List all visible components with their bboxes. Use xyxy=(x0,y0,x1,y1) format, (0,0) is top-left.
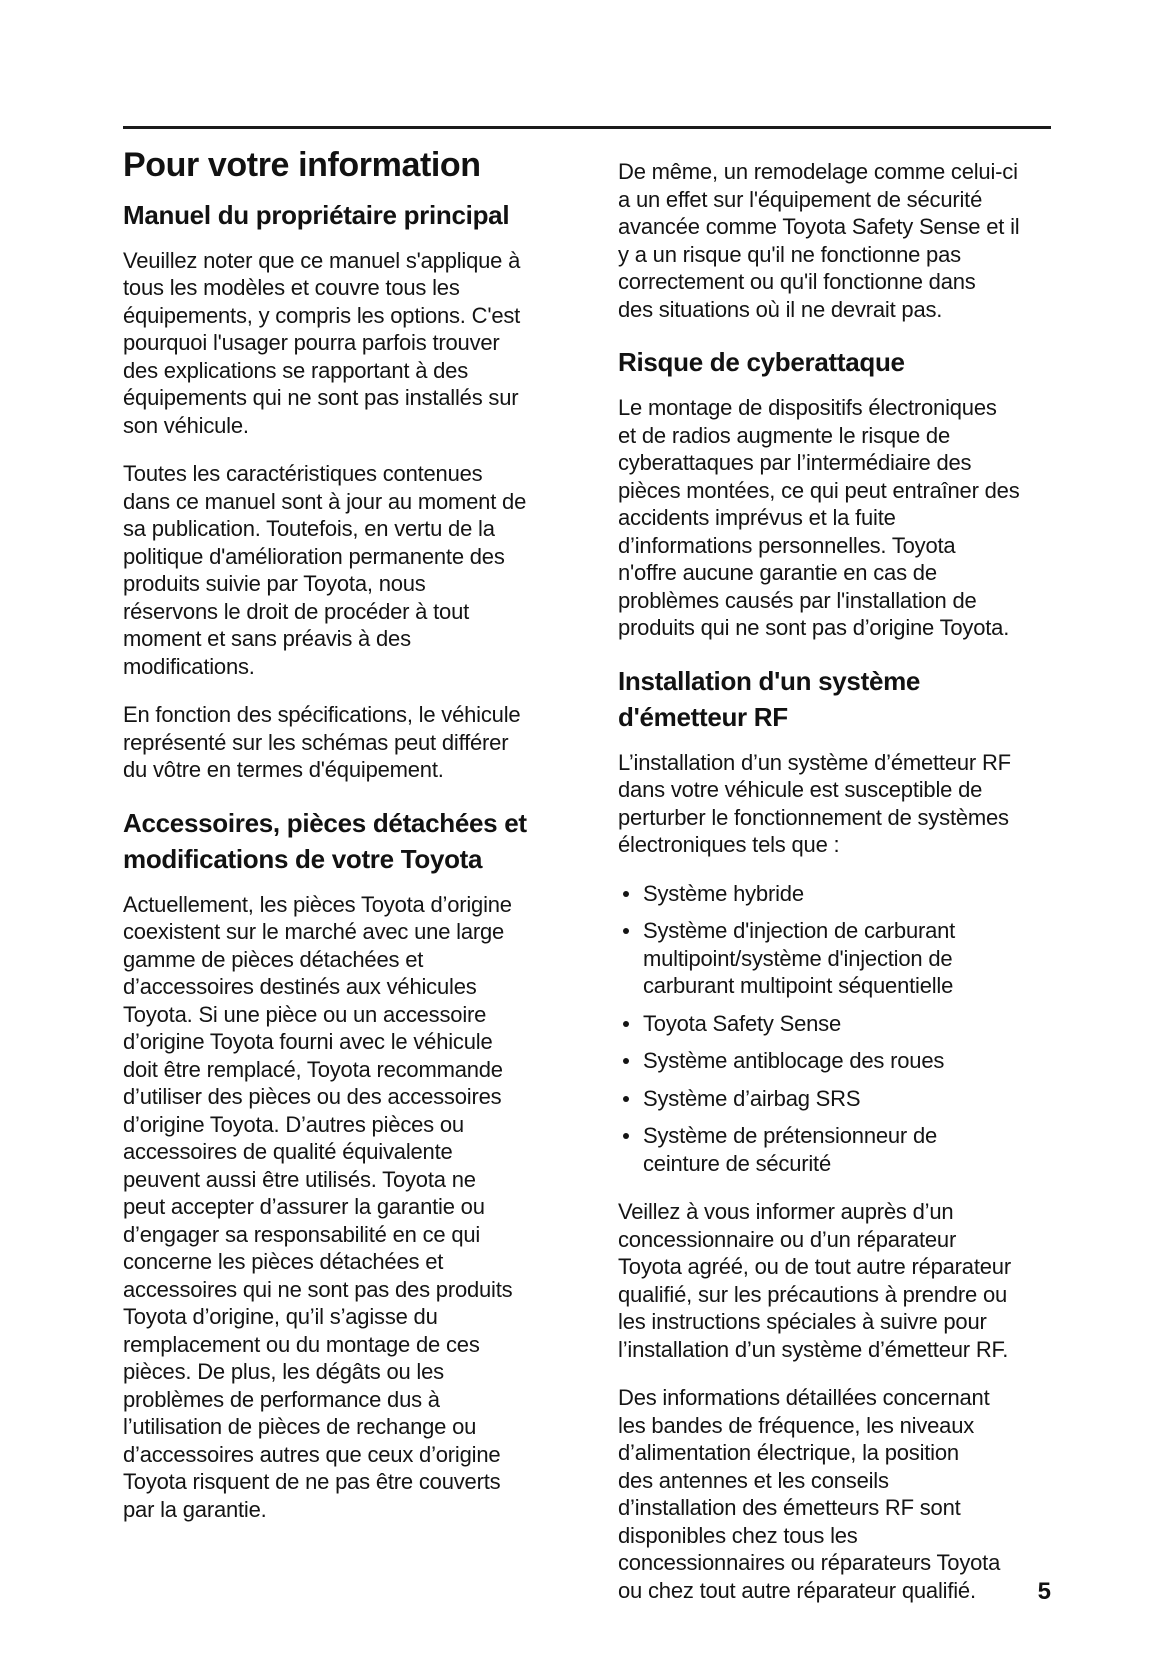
column-right xyxy=(618,140,1051,1625)
two-column-layout xyxy=(123,140,1051,1625)
bullet-dot-icon xyxy=(623,928,629,934)
text-line: pièces montées, ce qui peut entraîner des xyxy=(618,477,1020,503)
text-line: qualifié, sur les précautions à prendre ou xyxy=(618,1281,1008,1307)
text-line: cyberattaques par l’intermédiaire des xyxy=(618,450,972,475)
text-line: Toyota Safety Sense xyxy=(643,1010,841,1036)
text-line: Manuel du propriétaire principal xyxy=(123,199,510,230)
bullet-text xyxy=(643,1010,841,1038)
paragraph xyxy=(618,158,1051,323)
text-line: d’informations personnelles. Toyota xyxy=(618,532,956,558)
text-line: ou chez tout autre réparateur qualifié. xyxy=(618,1577,976,1603)
text-line: accidents imprévus et la fuite xyxy=(618,505,896,530)
text-line: problèmes causés par l'installation de xyxy=(618,587,977,613)
text-line: d’installation des émetteurs RF sont xyxy=(618,1495,961,1520)
text-line: Système d’airbag SRS xyxy=(643,1085,861,1111)
text-line: Veillez à vous informer auprès d’un xyxy=(618,1199,954,1224)
text-line: tous les modèles et couvre tous les xyxy=(123,275,460,300)
text-line: modifications. xyxy=(123,653,255,679)
text-line: des antennes et les conseils xyxy=(618,1467,889,1493)
text-line: modifications de votre Toyota xyxy=(123,843,483,874)
bullet-dot-icon xyxy=(623,1096,629,1102)
text-line: n'offre aucune garantie en cas de xyxy=(618,560,937,585)
text-line: Toutes les caractéristiques contenues xyxy=(123,461,483,486)
text-line: l’installation d’un système d’émetteur RF. xyxy=(618,1336,1009,1362)
text-line: avancée comme Toyota Safety Sense et il xyxy=(618,214,1020,239)
text-line: concerne les pièces détachées et xyxy=(123,1249,444,1274)
paragraph xyxy=(618,394,1051,642)
text-line: les bandes de fréquence, les niveaux xyxy=(618,1412,975,1438)
text-line: gamme de pièces détachées et xyxy=(123,946,424,972)
text-line: l’utilisation de pièces de rechange ou xyxy=(123,1414,477,1439)
bullet-text xyxy=(643,1122,937,1177)
text-line: pourquoi l'usager pourra parfois trouver xyxy=(123,330,500,355)
bullet-text xyxy=(643,1085,860,1113)
text-line: dans votre véhicule est susceptible de xyxy=(618,777,983,802)
text-line: et de radios augmente le risque de xyxy=(618,422,950,448)
text-line: y a un risque qu'il ne fonctionne pas xyxy=(618,241,961,267)
text-line: Toyota risquent de ne pas être couverts xyxy=(123,1469,501,1494)
text-line: Toyota. Si une pièce ou un accessoire xyxy=(123,1001,487,1027)
text-line: accessoires de qualité équivalente xyxy=(123,1139,453,1164)
text-line: son véhicule. xyxy=(123,412,249,438)
bullet-dot-icon xyxy=(623,1133,629,1139)
text-line: En fonction des spécifications, le véhicule xyxy=(123,702,521,727)
text-line: Système hybride xyxy=(643,880,804,906)
bullet-item xyxy=(618,1047,1051,1075)
text-line: Système d'injection de carburant xyxy=(643,918,956,943)
bullet-dot-icon xyxy=(623,1058,629,1064)
text-line: a un effet sur l'équipement de sécurité xyxy=(618,186,983,212)
bullet-text xyxy=(643,880,804,908)
column-left xyxy=(123,140,563,1625)
bullet-item xyxy=(618,917,1051,1000)
text-line: ceinture de sécurité xyxy=(643,1150,831,1176)
text-line: L’installation d’un système d’émetteur RF xyxy=(618,749,1011,775)
page-number: 5 xyxy=(1037,1578,1051,1605)
text-line: d’engager sa responsabilité en ce qui xyxy=(123,1221,481,1247)
text-line: Le montage de dispositifs électroniques xyxy=(618,395,997,420)
text-line: dans ce manuel sont à jour au moment de xyxy=(123,488,527,514)
text-line: accessoires qui ne sont pas des produits xyxy=(123,1276,513,1302)
text-line: d'émetteur RF xyxy=(618,701,788,732)
section-heading xyxy=(123,805,563,877)
text-line: produits suivie par Toyota, nous xyxy=(123,571,426,596)
paragraph xyxy=(618,1384,1051,1604)
text-line: équipements, y compris les options. C'est xyxy=(123,302,521,328)
text-line: disponibles chez tous les xyxy=(618,1522,858,1548)
text-line: peuvent aussi être utilisés. Toyota ne xyxy=(123,1166,476,1192)
text-line: Veuillez noter que ce manuel s'applique à xyxy=(123,247,521,273)
bullet-item xyxy=(618,1010,1051,1038)
text-line: coexistent sur le marché avec une large xyxy=(123,919,505,944)
text-line: d’utiliser des pièces ou des accessoires xyxy=(123,1084,502,1109)
text-line: Système antiblocage des roues xyxy=(643,1048,945,1073)
text-line: remplacement ou du montage de ces xyxy=(123,1331,480,1357)
text-line: Risque de cyberattaque xyxy=(618,347,905,377)
text-line: concessionnaires ou réparateurs Toyota xyxy=(618,1550,1001,1575)
text-line: correctement ou qu'il fonctionne dans xyxy=(618,269,976,294)
text-line: des explications se rapportant à des xyxy=(123,357,469,383)
bullet-list xyxy=(618,880,1051,1178)
text-line: politique d'amélioration permanente des xyxy=(123,543,505,569)
paragraph xyxy=(123,891,563,1524)
text-line: Des informations détaillées concernant xyxy=(618,1385,990,1410)
section-heading xyxy=(618,663,1051,735)
text-line: réservons le droit de procéder à tout xyxy=(123,598,470,624)
text-line: d’accessoires destinés aux véhicules xyxy=(123,974,477,999)
paragraph xyxy=(618,749,1051,859)
text-line: électroniques tels que : xyxy=(618,832,840,857)
text-line: Toyota agréé, ou de tout autre réparateur xyxy=(618,1254,1011,1279)
text-line: De même, un remodelage comme celui-ci xyxy=(618,159,1018,184)
paragraph xyxy=(123,701,563,784)
text-line: Accessoires, pièces détachées et xyxy=(123,807,527,838)
text-line: sa publication. Toutefois, en vertu de la xyxy=(123,516,495,541)
text-line: Installation d'un système xyxy=(618,665,921,696)
bullet-text xyxy=(643,1047,944,1075)
text-line: carburant multipoint séquentielle xyxy=(643,973,954,998)
text-line: équipements qui ne sont pas installés sur xyxy=(123,385,519,410)
text-line: du vôtre en termes d'équipement. xyxy=(123,757,444,782)
text-line: produits qui ne sont pas d’origine Toyota. xyxy=(618,615,1010,640)
text-line: perturber le fonctionnement de systèmes xyxy=(618,804,1009,830)
bullet-text xyxy=(643,917,955,1000)
text-line: d’origine Toyota fourni avec le véhicule xyxy=(123,1029,493,1054)
page-title xyxy=(123,144,563,187)
text-line: par la garantie. xyxy=(123,1496,267,1522)
section-heading xyxy=(123,197,563,233)
text-line: Système de prétensionneur de xyxy=(643,1123,938,1148)
bullet-dot-icon xyxy=(623,891,629,897)
text-line: problèmes de performance dus à xyxy=(123,1386,440,1412)
text-line: Actuellement, les pièces Toyota d’origine xyxy=(123,891,512,917)
section-heading xyxy=(618,344,1051,380)
text-line: concessionnaire ou d’un réparateur xyxy=(618,1226,957,1252)
text-line: doit être remplacé, Toyota recommande xyxy=(123,1056,503,1082)
text-line: d’accessoires autres que ceux d’origine xyxy=(123,1441,501,1467)
text-line: multipoint/système d'injection de xyxy=(643,945,953,971)
text-line: représenté sur les schémas peut différer xyxy=(123,729,509,755)
text-line: peut accepter d’assurer la garantie ou xyxy=(123,1194,485,1219)
text-line: pièces. De plus, les dégâts ou les xyxy=(123,1359,444,1384)
bullet-dot-icon xyxy=(623,1021,629,1027)
bullet-item xyxy=(618,1122,1051,1177)
paragraph xyxy=(123,247,563,440)
bullet-item xyxy=(618,880,1051,908)
bullet-item xyxy=(618,1085,1051,1113)
text-line: moment et sans préavis à des xyxy=(123,626,411,651)
text-line: Toyota d’origine, qu’il s’agisse du xyxy=(123,1304,438,1329)
top-divider xyxy=(123,126,1051,129)
text-line: Pour votre information xyxy=(123,146,481,184)
paragraph xyxy=(618,1198,1051,1363)
text-line: d’alimentation électrique, la position xyxy=(618,1440,959,1465)
paragraph xyxy=(123,460,563,680)
text-line: des situations où il ne devrait pas. xyxy=(618,296,943,322)
text-line: les instructions spéciales à suivre pour xyxy=(618,1309,987,1334)
text-line: d’origine Toyota. D’autres pièces ou xyxy=(123,1111,464,1137)
